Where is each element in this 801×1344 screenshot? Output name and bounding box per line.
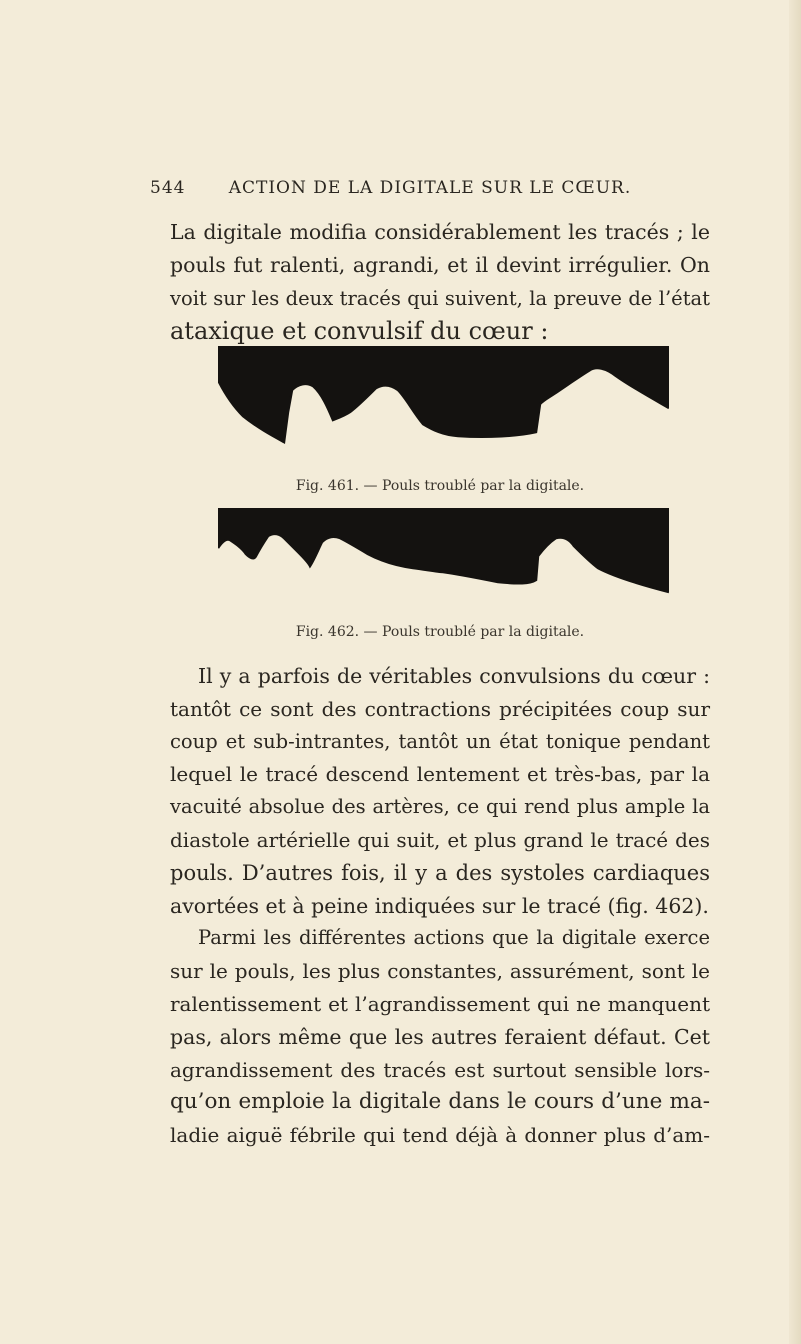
text-line: pouls fut ralenti, agrandi, et il devint irrégulier. On: [170, 253, 710, 277]
text-line: La digitale modifia considérablement les tracés ; le: [170, 220, 710, 244]
text-line: avortées et à peine indiquées sur le tracé (fig. 462).: [170, 893, 709, 918]
text-line: ralentissement et l’agrandissement qui ne manquent: [170, 991, 710, 1016]
page-number: 544: [150, 178, 186, 198]
text-line: ladie aiguë fébrile qui tend déjà à donner plus d’am-: [170, 1123, 710, 1148]
text-line: voit sur les deux tracés qui suivent, la preuve de l’état: [170, 287, 710, 310]
figure-462-caption: Fig. 462. — Pouls troublé par la digitale.: [295, 624, 585, 640]
text-line: qu’on emploie la digitale dans le cours d’une ma-: [170, 1089, 710, 1115]
intro-paragraph: [170, 216, 710, 348]
text-line: vacuité absolue des artères, ce qui rend plus ample la: [170, 795, 710, 819]
pulse-trace-461: [218, 346, 669, 470]
text-line: pouls. D’autres fois, il y a des systoles cardiaques: [170, 860, 710, 885]
text-line: ataxique et convulsif du cœur :: [170, 317, 549, 345]
figure-462-pulse-trace: [218, 508, 669, 616]
text-line: tantôt ce sont des contractions précipitées coup sur: [170, 696, 710, 721]
pulse-trace-462: [218, 508, 669, 616]
text-line: pas, alors même que les autres feraient défaut. Cet: [170, 1024, 710, 1049]
body-paragraph: [170, 660, 710, 1152]
text-line: sur le pouls, les plus constantes, assurément, sont le: [170, 959, 710, 984]
text-line: agrandissement des tracés est surtout sensible lors-: [170, 1057, 710, 1082]
running-title: ACTION DE LA DIGITALE SUR LE CŒUR.: [228, 178, 632, 198]
page-edge: [789, 0, 801, 1344]
figure-461-pulse-trace: [218, 346, 669, 470]
figure-461-caption: Fig. 461. — Pouls troublé par la digitale.: [295, 478, 585, 494]
text-line: Parmi les différentes actions que la digitale exerce: [198, 926, 710, 950]
text-line: coup et sub-intrantes, tantôt un état tonique pendant: [170, 729, 710, 753]
text-line: lequel le tracé descend lentement et très-bas, par la: [170, 762, 710, 787]
text-line: diastole artérielle qui suit, et plus grand le tracé des: [170, 827, 710, 852]
text-line: Il y a parfois de véritables convulsions du cœur :: [198, 664, 710, 688]
